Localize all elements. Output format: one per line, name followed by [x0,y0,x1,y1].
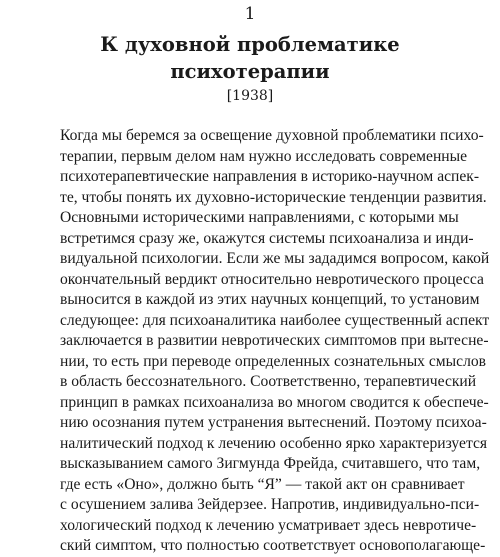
text-line: Когда мы беремся за освещение духовной проблематики психо- [60,127,484,144]
chapter-number: 1 [244,4,256,24]
chapter-title-line: психотерапии [170,60,330,83]
text-line: где есть «Оно», должно быть “Я” — такой акт он сравнивает [60,475,465,493]
text-line: принцип в рамках психоанализа во многом сводится к обеспече- [60,393,489,411]
text-line: следующее: для психоаналитика наиболее существенный аспект [60,311,490,329]
text-line: Основными историческими направлениями, с которыми мы [60,209,459,226]
text-line: окончательный вердикт относительно невротического процесса [60,270,484,288]
text-line: встретимся сразу же, окажутся системы психоанализа и инди- [60,229,474,247]
text-line: терапии, первым делом нам нужно исследовать современные [60,147,468,165]
text-line: нию осознания путем устранения вытеснений. Поэтому психоа- [60,414,487,431]
text-line: психотерапевтические направления в историко-научном аспек- [60,168,480,185]
text-line: хологический подход к лечению усматривает здесь невротиче- [60,516,477,534]
text-line: налитический подход к лечению особенно ярко характеризуется [60,434,488,452]
text-line: с осушением залива Зейдерзее. Напротив, индивидуально-пси- [60,496,480,513]
text-line: высказыванием самого Зигмунда Фрейда, считавшего, что там, [60,455,481,472]
chapter-title [0,31,500,85]
text-line: заключается в развитии невротических симптомов при вытесне- [60,332,489,349]
text-line: в область бессознательного. Соответственно, терапевтический [60,373,477,390]
text-line: ский симптом, что полностью соответствует основополагающе- [60,537,486,554]
text-line: те, чтобы понять их духовно-исторические тенденции развития. [60,188,487,206]
body-paragraph [60,126,490,557]
text-line: видуальной психологии. Если же мы зададимся вопросом, какой [60,250,490,267]
chapter-year: [1938] [226,88,274,104]
text-line: нии, то есть при переводе определенных сознательных смыслов [60,352,487,370]
chapter-title-line: К духовной проблематике [100,33,400,56]
text-line: выносится в каждой из этих научных концепций, то установим [60,291,480,308]
